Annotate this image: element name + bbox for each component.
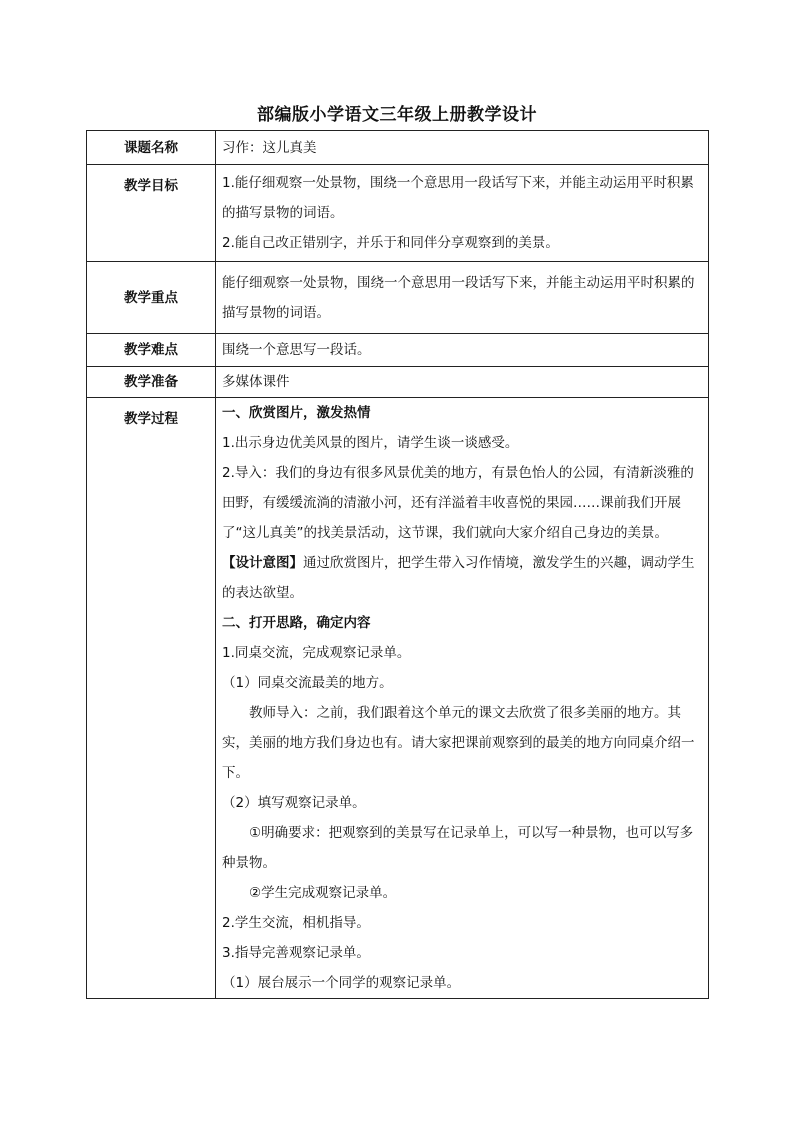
table-row-objectives	[87, 165, 709, 262]
design-intent-label: 【设计意图】	[222, 555, 303, 571]
label-topic: 课题名称	[87, 131, 216, 165]
process-step: 2.学生交流，相机指导。	[222, 915, 370, 931]
process-substep: （1）同桌交流最美的地方。	[222, 675, 393, 691]
process-substep: （1）展台展示一个同学的观察记录单。	[222, 975, 461, 991]
table-row-difficulties	[87, 334, 709, 367]
document-title: 部编版小学语文三年级上册教学设计	[257, 105, 537, 125]
label-key-points: 教学重点	[87, 262, 216, 334]
teacher-intro: 教师导入：之前，我们跟着这个单元的课文去欣赏了很多美丽的地方。其实，美丽的地方我们身边也有。请大家把课前观察到的最美的地方向同桌介绍一下。	[222, 705, 695, 781]
label-difficulties: 教学难点	[87, 334, 216, 367]
process-step: 1.出示身边优美风景的图片，请学生谈一谈感受。	[222, 435, 519, 451]
table-row-preparation	[87, 367, 709, 398]
table-row-key-points	[87, 262, 709, 334]
content-process	[216, 398, 709, 999]
design-intent	[222, 548, 702, 608]
label-preparation: 教学准备	[87, 367, 216, 398]
content-objectives	[216, 165, 709, 262]
content-key-points: 能仔细观察一处景物，围绕一个意思用一段话写下来，并能主动运用平时积累的描写景物的词语。	[216, 262, 709, 334]
process-step: 2.导入：我们的身边有很多风景优美的地方，有景色怡人的公园，有清新淡雅的田野，有缓缓流淌的清澈小河，还有洋溢着丰收喜悦的果园……课前我们开展了“这儿真美”的找美景活动，这节课，我们就向大家介绍自己身边的美景。	[222, 465, 694, 541]
student-complete: ②学生完成观察记录单。	[249, 885, 397, 901]
table-row-topic	[87, 131, 709, 165]
clarify-requirement: ①明确要求：把观察到的美景写在记录单上，可以写一种景物，也可以写多种景物。	[222, 825, 694, 871]
table-row-process	[87, 398, 709, 999]
section-heading-1: 一、欣赏图片，激发热情	[222, 405, 371, 421]
lesson-plan-table	[86, 130, 709, 999]
objective-2: 2.能自己改正错别字，并乐于和同伴分享观察到的美景。	[222, 235, 559, 251]
process-substep: （2）填写观察记录单。	[222, 795, 366, 811]
process-step: 3.指导完善观察记录单。	[222, 945, 370, 961]
section-heading-2: 二、打开思路，确定内容	[222, 615, 371, 631]
label-process: 教学过程	[87, 398, 216, 999]
objective-1: 1.能仔细观察一处景物，围绕一个意思用一段话写下来，并能主动运用平时积累的描写景物的词语。	[222, 175, 694, 221]
design-intent-text: 通过欣赏图片，把学生带入习作情境，激发学生的兴趣，调动学生的表达欲望。	[222, 555, 695, 601]
content-difficulties: 围绕一个意思写一段话。	[216, 334, 709, 367]
process-step: 1.同桌交流，完成观察记录单。	[222, 645, 411, 661]
content-preparation: 多媒体课件	[216, 367, 709, 398]
label-objectives: 教学目标	[87, 165, 216, 262]
content-topic: 习作：这儿真美	[216, 131, 709, 165]
